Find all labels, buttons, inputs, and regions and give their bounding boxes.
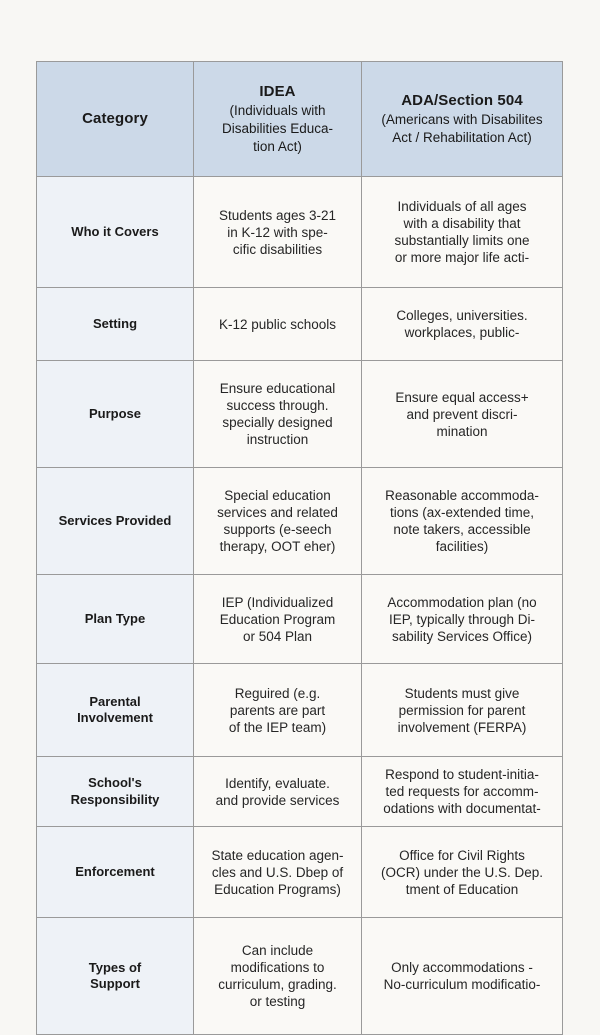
- column-header-category-title: Category: [82, 109, 148, 127]
- table-row: [37, 361, 563, 468]
- idea-cell-schools-responsibility: [194, 757, 362, 827]
- idea-cell-line: Education Program: [219, 611, 336, 627]
- idea-cell-line: or 504 Plan: [242, 628, 313, 644]
- ada-cell-line: ted requests for accomm-: [385, 784, 539, 799]
- ada-cell-enforcement: [362, 827, 563, 918]
- column-header-idea-sub-line3: tion Act): [253, 139, 302, 155]
- category-cell-who-it-covers: [37, 177, 194, 288]
- column-header-ada: [362, 62, 563, 177]
- category-label-line: Parental: [89, 693, 141, 709]
- category-label-line: School's: [88, 775, 142, 791]
- ada-cell-line: with a disability that: [403, 216, 521, 231]
- column-header-idea: [194, 62, 362, 177]
- ada-cell-line: permission for parent: [398, 702, 526, 718]
- category-label-line: Enforcement: [75, 863, 155, 879]
- ada-cell-line: IEP, typically through Di-: [388, 611, 536, 627]
- idea-cell-who-it-covers: [194, 177, 362, 288]
- category-cell-types-of-support: [37, 918, 194, 1035]
- idea-cell-line: Identify, evaluate.: [225, 775, 330, 791]
- idea-cell-enforcement: [194, 827, 362, 918]
- ada-cell-types-of-support: [362, 918, 563, 1035]
- idea-cell-line: modifications to: [230, 960, 325, 975]
- column-header-idea-sub-line1: (Individuals with: [229, 103, 326, 119]
- ada-cell-line: Students must give: [404, 685, 520, 701]
- ada-cell-line: Ensure equal access+: [395, 389, 529, 405]
- ada-cell-parental-involvement: [362, 664, 563, 757]
- ada-cell-line: tment of Education: [405, 881, 519, 897]
- idea-cell-line: parents are part: [229, 702, 326, 718]
- ada-cell-line: facilities): [435, 539, 489, 554]
- category-label-line: Plan Type: [84, 610, 146, 626]
- table-row: [37, 288, 563, 361]
- idea-cell-line: Ensure educational: [219, 381, 336, 396]
- ada-cell-line: Reasonable accommoda-: [385, 488, 539, 503]
- ada-cell-schools-responsibility: [362, 757, 563, 827]
- category-cell-services-provided: [37, 468, 194, 575]
- ada-cell-setting: [362, 288, 563, 361]
- idea-cell-line: and provide services: [215, 792, 340, 808]
- idea-cell-line: cific disabilities: [232, 241, 323, 257]
- idea-cell-services-provided: [194, 468, 362, 575]
- ada-cell-line: Individuals of all ages: [397, 199, 527, 214]
- ada-cell-line: Office for Civil Rights: [399, 847, 525, 863]
- column-header-ada-sub-line1: (Americans with Disabilites: [381, 112, 543, 128]
- idea-cell-types-of-support: [194, 918, 362, 1035]
- idea-cell-line: of the IEP team): [228, 719, 327, 735]
- idea-cell-line: in K-12 with spe-: [227, 224, 328, 240]
- column-header-idea-sub-line2: Disabilities Educa-: [221, 121, 334, 137]
- idea-cell-line: Reguired (e.g.: [234, 685, 321, 701]
- ada-cell-line: sability Services Office): [391, 628, 533, 644]
- ada-cell-line: or more major life acti-: [394, 250, 530, 265]
- ada-cell-plan-type: [362, 575, 563, 664]
- idea-cell-plan-type: [194, 575, 362, 664]
- column-header-idea-title: IDEA: [259, 82, 296, 100]
- table-row: [37, 468, 563, 575]
- ada-cell-line: Respond to student-initia-: [385, 767, 539, 782]
- idea-cell-purpose: [194, 361, 362, 468]
- table-row: [37, 827, 563, 918]
- table-header-row: [37, 62, 563, 177]
- ada-cell-line: workplaces, public-: [404, 325, 520, 340]
- idea-cell-line: curriculum, grading.: [218, 977, 337, 992]
- idea-cell-line: Can include: [241, 943, 314, 958]
- ada-cell-line: No-curriculum modificatio-: [383, 977, 541, 992]
- idea-cell-line: State education agen-: [211, 847, 344, 863]
- ada-cell-line: (OCR) under the U.S. Dep.: [380, 864, 544, 880]
- category-cell-plan-type: [37, 575, 194, 664]
- ada-cell-line: tions (ax-extended time,: [389, 505, 535, 520]
- ada-cell-line: Colleges, universities.: [396, 308, 528, 323]
- idea-cell-line: supports (e-seech: [223, 522, 332, 537]
- table-body: [37, 177, 563, 1035]
- idea-cell-parental-involvement: [194, 664, 362, 757]
- idea-cell-line: or testing: [249, 994, 306, 1009]
- ada-cell-line: substantially limits one: [394, 233, 530, 248]
- ada-cell-line: Accommodation plan (no: [387, 594, 537, 610]
- idea-vs-ada-comparison-table: [36, 61, 563, 1035]
- category-label-line: Support: [90, 976, 140, 991]
- column-header-ada-title: ADA/Section 504: [401, 91, 523, 109]
- category-cell-enforcement: [37, 827, 194, 918]
- idea-cell-line: IEP (Individualized: [221, 594, 334, 610]
- table-row: [37, 918, 563, 1035]
- ada-cell-line: note takers, accessible: [393, 522, 531, 537]
- ada-cell-line: mination: [436, 423, 488, 439]
- category-label-line: Responsibility: [70, 791, 160, 807]
- column-header-ada-sub-line2: Act / Rehabilitation Act): [392, 130, 532, 146]
- idea-cell-line: K-12 public schools: [218, 316, 337, 332]
- ada-cell-line: involvement (FERPA): [397, 719, 527, 735]
- idea-cell-line: Special education: [224, 488, 331, 503]
- category-label-line: Involvement: [77, 710, 153, 725]
- ada-cell-who-it-covers: [362, 177, 563, 288]
- ada-cell-purpose: [362, 361, 563, 468]
- idea-cell-line: cles and U.S. Dbep of: [211, 864, 344, 880]
- category-label-line: Setting: [92, 315, 138, 331]
- category-label-line: Purpose: [88, 405, 141, 421]
- idea-cell-setting: [194, 288, 362, 361]
- column-header-category: [37, 62, 194, 177]
- category-cell-schools-responsibility: [37, 757, 194, 827]
- ada-cell-line: Only accommodations -: [391, 960, 533, 975]
- category-label-line: Services Provided: [58, 512, 172, 528]
- idea-cell-line: Students ages 3-21: [218, 207, 337, 223]
- table-row: [37, 757, 563, 827]
- ada-cell-line: odations with documentat-: [383, 801, 541, 816]
- idea-cell-line: specially designed: [222, 415, 333, 430]
- category-cell-parental-involvement: [37, 664, 194, 757]
- table-row: [37, 177, 563, 288]
- category-label-line: Who it Covers: [71, 223, 159, 239]
- idea-cell-line: success through.: [226, 398, 329, 413]
- idea-cell-line: Education Programs): [214, 881, 341, 897]
- ada-cell-line: and prevent discri-: [406, 406, 518, 422]
- ada-cell-services-provided: [362, 468, 563, 575]
- idea-cell-line: instruction: [246, 432, 309, 447]
- idea-cell-line: therapy, OOT eher): [219, 539, 336, 554]
- table-row: [37, 575, 563, 664]
- idea-cell-line: services and related: [217, 505, 338, 520]
- table-row: [37, 664, 563, 757]
- category-cell-purpose: [37, 361, 194, 468]
- category-label-line: Types of: [88, 959, 142, 975]
- category-cell-setting: [37, 288, 194, 361]
